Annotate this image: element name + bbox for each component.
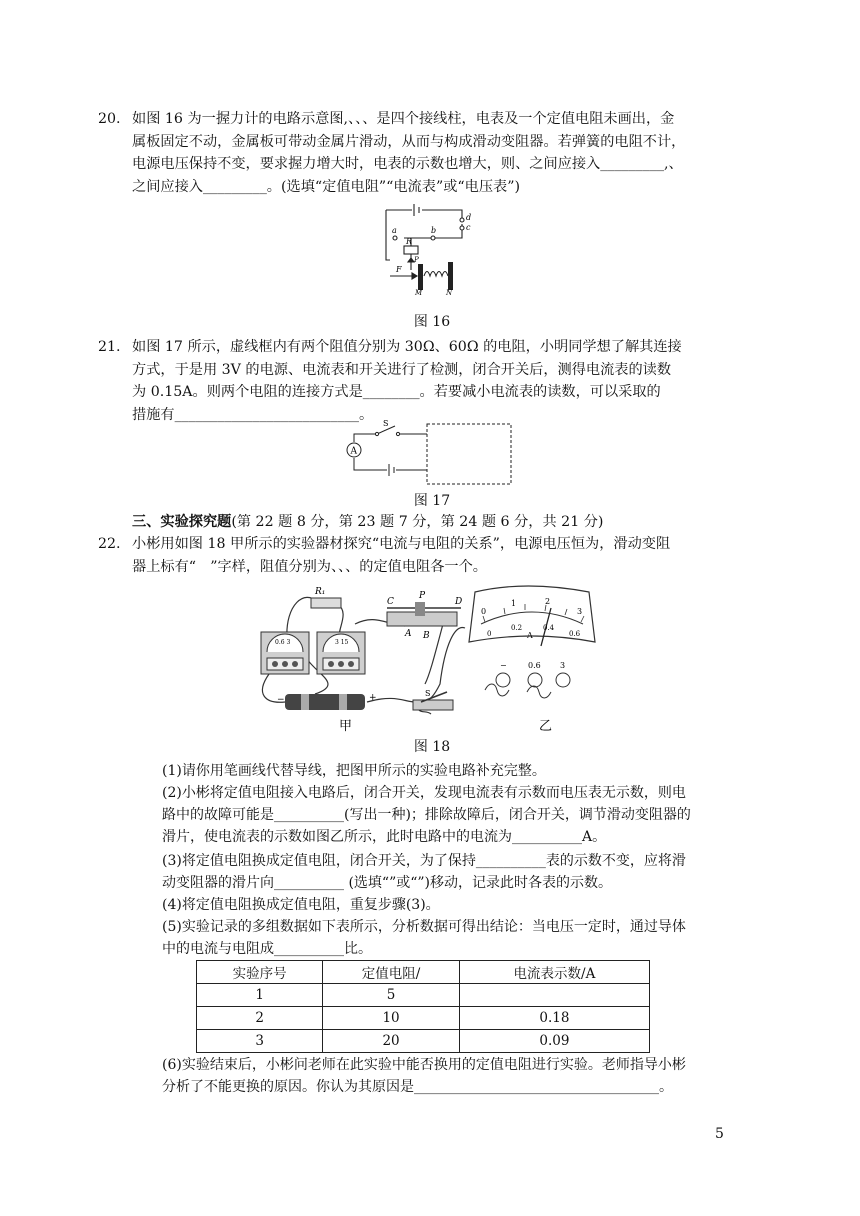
text-line: 电源电压保持不变，要求握力增大时，电表的示数也增大，则、之间应接入_________,、 xyxy=(132,156,683,172)
meter2-terminals: 3 15 xyxy=(335,639,349,646)
text-line: 之间应接入_________。(选填“定值电阻”“电流表”或“电压表”) xyxy=(132,178,520,195)
text-line: (5)实验记录的多组数据如下表所示，分析数据可得出结论：当电压一定时，通过导体 xyxy=(162,919,686,935)
table-cell: 0.09 xyxy=(459,1030,649,1053)
figure-17-circuit xyxy=(343,418,515,490)
text-line: 方式，于是用 3V 的电源、电流表和开关进行了检测，闭合开关后，测得电流表的读数 xyxy=(132,361,672,378)
table-header: 定值电阻/ xyxy=(323,961,460,984)
text-line: (3)将定值电阻换成定值电阻，闭合开关，为了保持__________表的示数不变，应将滑 xyxy=(162,853,686,869)
table-row xyxy=(197,1030,650,1053)
text-line: 属板固定不动，金属板可带动金属片滑动，从而与构成滑动变阻器。若弹簧的电阻不计， xyxy=(132,133,686,150)
label-p: P xyxy=(419,591,426,601)
plate-m xyxy=(418,264,423,290)
scale-bottom-3: 0.6 xyxy=(569,630,581,638)
label-r: R xyxy=(406,237,413,246)
text-line: (2)小彬将定值电阻接入电路后，闭合开关，发现电流表有示数而电压表无示数，则电 xyxy=(162,785,686,801)
table-cell: 2 xyxy=(197,1007,323,1030)
label-f: F xyxy=(396,265,402,274)
meter-scale-dial xyxy=(469,586,595,646)
text-line: (1)请你用笔画线代替导线，把图甲所示的实验电路补充完整。 xyxy=(162,763,546,779)
page-number: 5 xyxy=(715,1126,724,1142)
switch-label: S xyxy=(383,419,389,428)
minus-sign: − xyxy=(277,695,285,705)
plus-sign: + xyxy=(369,693,377,703)
text-line: 滑片，使电流表的示数如图乙所示，此时电路中的电流为__________A。 xyxy=(162,829,607,845)
switch xyxy=(413,689,453,710)
section-heading xyxy=(132,511,752,533)
question-21 xyxy=(98,336,732,426)
label-m: M xyxy=(415,289,423,296)
question-number: 21. xyxy=(98,339,121,355)
figure-17-caption: 图 17 xyxy=(413,493,451,509)
scale-bottom-0: 0 xyxy=(487,630,492,638)
text-line: 为 0.15A。则两个电阻的连接方式是________。若要减小电流表的读数，可以采取的 xyxy=(132,384,661,400)
label-d: D xyxy=(455,597,463,607)
label-b: B xyxy=(423,631,430,641)
label-d: d xyxy=(466,213,472,222)
table-cell: 0.18 xyxy=(459,1007,649,1030)
label-a: A xyxy=(405,629,412,639)
label-jia: 甲 xyxy=(339,719,353,734)
scale-top-3: 3 xyxy=(577,607,583,616)
ammeter xyxy=(317,632,365,674)
table-row xyxy=(197,1007,650,1030)
label-n: N xyxy=(446,289,453,296)
sub-question-6 xyxy=(162,1054,738,1098)
scale-top-1: 1 xyxy=(511,599,517,608)
table-row xyxy=(197,984,650,1007)
label-b: b xyxy=(431,226,437,235)
table-header-row xyxy=(197,961,650,984)
label-c: C xyxy=(387,597,394,607)
meter-terminals xyxy=(485,661,570,698)
figure-16-caption: 图 16 xyxy=(413,314,451,330)
terminal-3: 3 xyxy=(560,661,566,670)
text-line: 小彬用如图 18 甲所示的实验器材探究“电流与电阻的关系”，电源电压恒为，滑动变阻 xyxy=(132,536,671,552)
switch-label: S xyxy=(425,689,431,698)
rheostat xyxy=(387,591,462,641)
question-number: 22. xyxy=(98,536,121,552)
label-p: P xyxy=(414,256,419,264)
text-line: 如图 17 所示，虚线框内有两个阻值分别为 30Ω、60Ω 的电阻，小明同学想了解其连接 xyxy=(132,339,682,355)
terminal-06: 0.6 xyxy=(528,661,541,670)
figure-18-apparatus xyxy=(255,584,625,736)
sub-question-5 xyxy=(162,916,738,960)
table-cell: 20 xyxy=(323,1030,460,1053)
table-cell: 5 xyxy=(323,984,460,1007)
sub-question-4 xyxy=(162,894,738,916)
text-line: 路中的故障可能是__________(写出一种)；排除故障后，闭合开关，调节滑动变阻器的 xyxy=(162,807,691,823)
text-line: 中的电流与电阻成__________比。 xyxy=(162,941,372,957)
meter1-terminals: 0.6 3 xyxy=(275,639,291,646)
sub-question-2 xyxy=(162,782,738,848)
text-line: 措施有__________________________。 xyxy=(132,406,374,423)
scale-top-2: 2 xyxy=(545,597,551,606)
table-header: 电流表示数/A xyxy=(459,961,649,984)
table-cell: 3 xyxy=(197,1030,323,1053)
data-table xyxy=(196,960,650,1053)
table-header: 实验序号 xyxy=(197,961,323,984)
section-title: 三、实验探究题 xyxy=(132,514,232,530)
terminal-minus: − xyxy=(500,661,507,670)
scale-bottom-2: 0.4 xyxy=(543,624,555,632)
scale-top-0: 0 xyxy=(481,607,487,616)
question-22 xyxy=(98,533,732,578)
text-line: 器上标有“ ”字样，阻值分别为、、、的定值电阻各一个。 xyxy=(132,558,487,575)
sub-question-1 xyxy=(162,760,738,782)
scale-unit: A xyxy=(527,631,533,640)
table-cell: 10 xyxy=(323,1007,460,1030)
label-a: a xyxy=(392,226,397,235)
ammeter-label: A xyxy=(350,446,357,457)
label-c: c xyxy=(466,223,471,232)
text-line: 如图 16 为一握力计的电路示意图,、、、是四个接线柱，电表及一个定值电阻未画出，金 xyxy=(132,111,675,127)
figure-16-grip-circuit xyxy=(378,200,488,296)
battery xyxy=(277,693,377,710)
sub-question-3 xyxy=(162,850,738,894)
label-yi: 乙 xyxy=(539,719,553,734)
table-cell: 1 xyxy=(197,984,323,1007)
text-line: (4)将定值电阻换成定值电阻，重复步骤(3)。 xyxy=(162,897,440,913)
text-line: (6)实验结束后，小彬问老师在此实验中能否换用的定值电阻进行实验。老师指导小彬 xyxy=(162,1057,686,1073)
resistor-r1 xyxy=(311,598,341,608)
question-number: 20. xyxy=(98,111,121,127)
scale-bottom-1: 0.2 xyxy=(511,624,523,632)
label-r1: R₁ xyxy=(315,587,326,597)
question-20 xyxy=(98,108,732,198)
text-line: 动变阻器的滑片向__________ (选填“”或“”)移动，记录此时各表的示数。 xyxy=(162,875,613,891)
text-line: 分析了不能更换的原因。你认为其原因是___________________________________。 xyxy=(162,1079,673,1095)
section-note: (第 22 题 8 分，第 23 题 7 分，第 24 题 6 分，共 21 分) xyxy=(231,514,604,530)
figure-18-caption: 图 18 xyxy=(413,739,451,755)
plate-n xyxy=(448,262,453,290)
voltmeter xyxy=(261,632,309,674)
table-cell xyxy=(459,984,649,1007)
